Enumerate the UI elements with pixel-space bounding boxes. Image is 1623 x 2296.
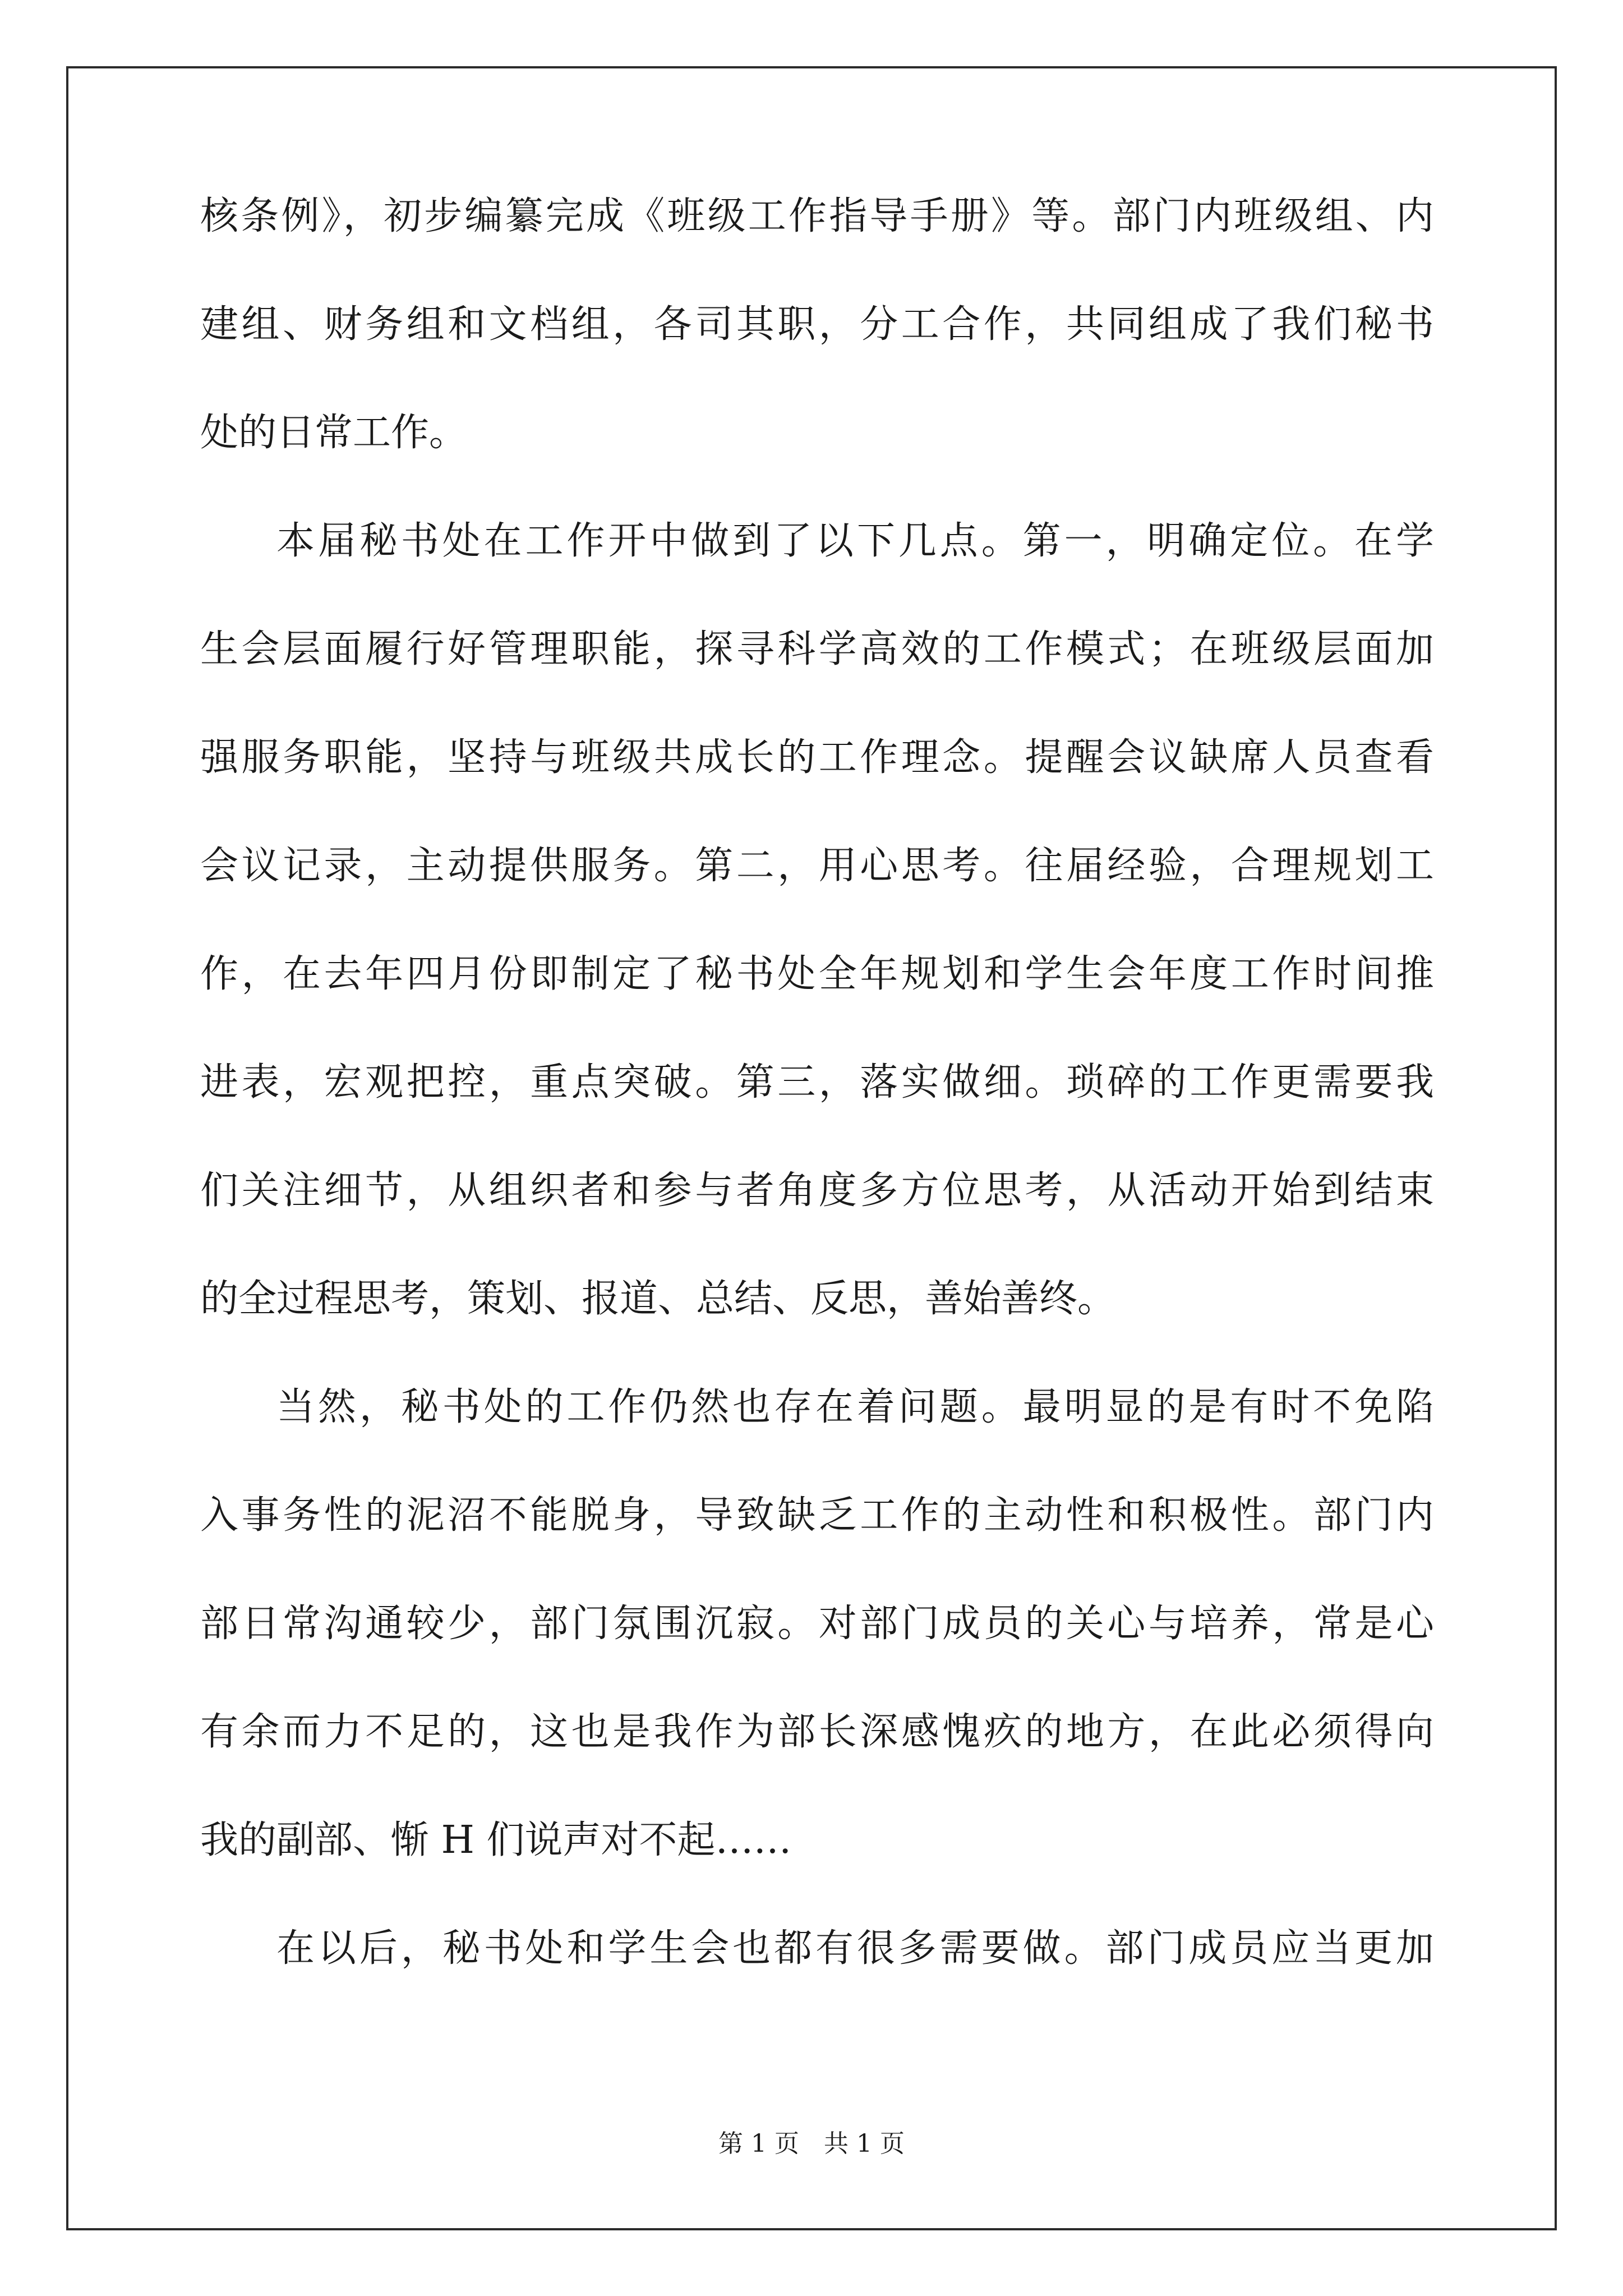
text-line-8: 作，在去年四月份即制定了秘书处全年规划和学生会年度工作时间推 [200,952,1434,996]
text-line-17: 在以后，秘书处和学生会也都有很多需要做。部门成员应当更加 [276,1926,1434,1971]
text-line-5: 生会层面履行好管理职能，探寻科学高效的工作模式；在班级层面加 [200,627,1434,671]
text-line-6: 强服务职能，坚持与班级共成长的工作理念。提醒会议缺席人员查看 [200,735,1434,780]
text-line-3: 处的日常工作。 [200,411,468,455]
text-line-2: 建组、财务组和文档组，各司其职，分工合作，共同组成了我们秘书 [200,302,1434,347]
document-body [200,194,1434,2038]
text-line-15: 有余而力不足的，这也是我作为部长深感愧疚的地方，在此必须得向 [200,1710,1434,1754]
text-line-7: 会议记录，主动提供服务。第二，用心思考。往届经验，合理规划工 [200,844,1434,888]
page-footer [0,2129,1623,2158]
text-line-11: 的全过程思考，策划、报道、总结、反思，善始善终。 [200,1277,1116,1321]
text-line-16: 我的副部、惭 H 们说声对不起…… [200,1818,792,1862]
page-number: 第 1 页 [718,2129,799,2158]
text-line-10: 们关注细节，从组织者和参与者角度多方位思考，从活动开始到结束 [200,1168,1434,1213]
text-line-9: 进表，宏观把控，重点突破。第三，落实做细。琐碎的工作更需要我 [200,1060,1434,1105]
text-line-4: 本届秘书处在工作开中做到了以下几点。第一，明确定位。在学 [276,519,1434,563]
text-line-14: 部日常沟通较少，部门氛围沉寂。对部门成员的关心与培养，常是心 [200,1602,1434,1646]
text-line-1: 核条例》，初步编纂完成《班级工作指导手册》等。部门内班级组、内 [200,194,1434,238]
text-line-12: 当然，秘书处的工作仍然也存在着问题。最明显的是有时不免陷 [276,1385,1434,1429]
page-total: 共 1 页 [824,2129,905,2158]
text-line-13: 入事务性的泥沼不能脱身，导致缺乏工作的主动性和积极性。部门内 [200,1493,1434,1538]
